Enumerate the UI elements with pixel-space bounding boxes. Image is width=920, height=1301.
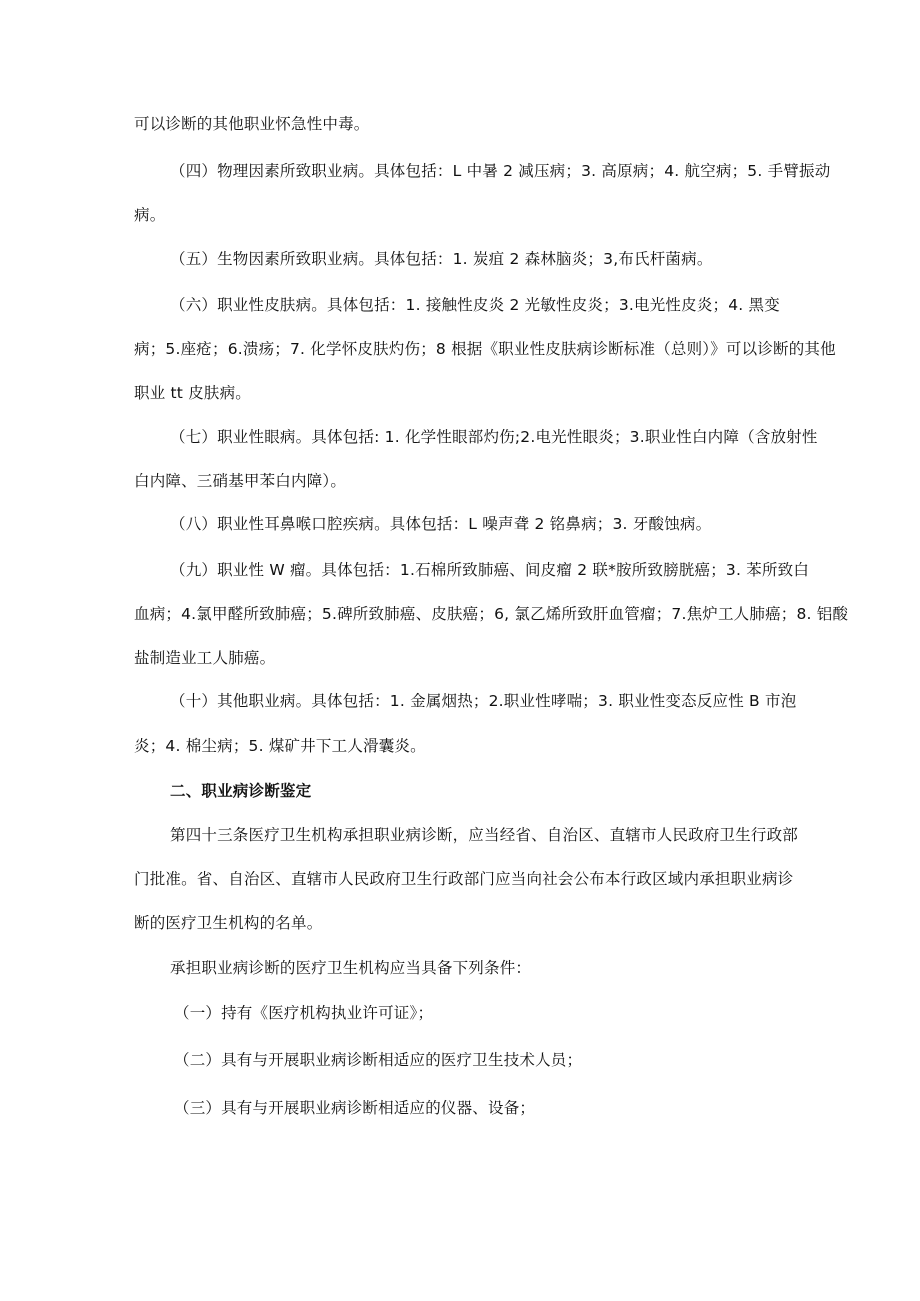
text-line: 承担职业病诊断的医疗卫生机构应当具备下列条件：: [170, 959, 532, 977]
text-line: 职业 tt 皮肤病。: [134, 384, 252, 402]
text-line: （八）职业性耳鼻喉口腔疾病。具体包括：L 噪声聋 2 铭鼻病；3. 牙酸蚀病。: [170, 515, 712, 533]
text-line: 血病；4.氯甲醛所致肺癌；5.碑所致肺癌、皮肤癌；6, 氯乙烯所致肝血管瘤；7.焦炉工人肺癌；8. 铝酸: [134, 605, 849, 623]
text-line: （五）生物因素所致职业病。具体包括：1. 炭疽 2 森林脑炎；3,布氏杆菌病。: [170, 250, 713, 268]
text-line: 病；5.座疮；6.溃疡；7. 化学怀皮肤灼伤；8 根据《职业性皮肤病诊断标准（总则）》可以诊断的其他: [134, 340, 836, 358]
list-item: （一）持有《医疗机构执业许可证》；: [174, 1004, 434, 1022]
text-line: （七）职业性眼病。具体包括: 1. 化学性眼部灼伤;2.电光性眼炎；3.职业性白内障（含放射性: [170, 428, 818, 446]
text-line: 门批准。省、自治区、直辖市人民政府卫生行政部门应当向社会公布本行政区域内承担职业病诊: [134, 870, 794, 888]
list-item: （三）具有与开展职业病诊断相适应的仪器、设备；: [174, 1099, 536, 1117]
text-line: 炎；4. 棉尘病；5. 煤矿井下工人滑囊炎。: [134, 737, 426, 755]
text-line: （六）职业性皮肤病。具体包括：1. 接触性皮炎 2 光敏性皮炎；3.电光性皮炎；4. 黑变: [170, 296, 780, 314]
section-heading: 二、职业病诊断鉴定: [170, 782, 312, 800]
text-line: 断的医疗卫生机构的名单。: [134, 914, 323, 932]
text-line: （九）职业性 W 瘤。具体包括：1.石棉所致肺癌、间皮瘤 2 联*胺所致膀胱癌；3. 苯所致白: [170, 561, 810, 579]
text-line: 第四十三条医疗卫生机构承担职业病诊断，应当经省、自治区、直辖市人民政府卫生行政部: [170, 826, 799, 844]
text-line: 白内障、三硝基甲苯白内障）。: [134, 472, 347, 490]
text-line: （四）物理因素所致职业病。具体包括：L 中暑 2 减压病；3. 高原病；4. 航空病；5. 手臂振动: [170, 162, 831, 180]
text-line: 盐制造业工人肺癌。: [134, 649, 276, 667]
list-item: （二）具有与开展职业病诊断相适应的医疗卫生技术人员；: [174, 1051, 583, 1069]
text-line: （十）其他职业病。具体包括：1. 金属烟热；2.职业性哮喘；3. 职业性变态反应性 B 市泡: [170, 692, 797, 710]
text-line: 病。: [134, 206, 166, 224]
text-line: 可以诊断的其他职业怀急性中毒。: [134, 115, 370, 133]
